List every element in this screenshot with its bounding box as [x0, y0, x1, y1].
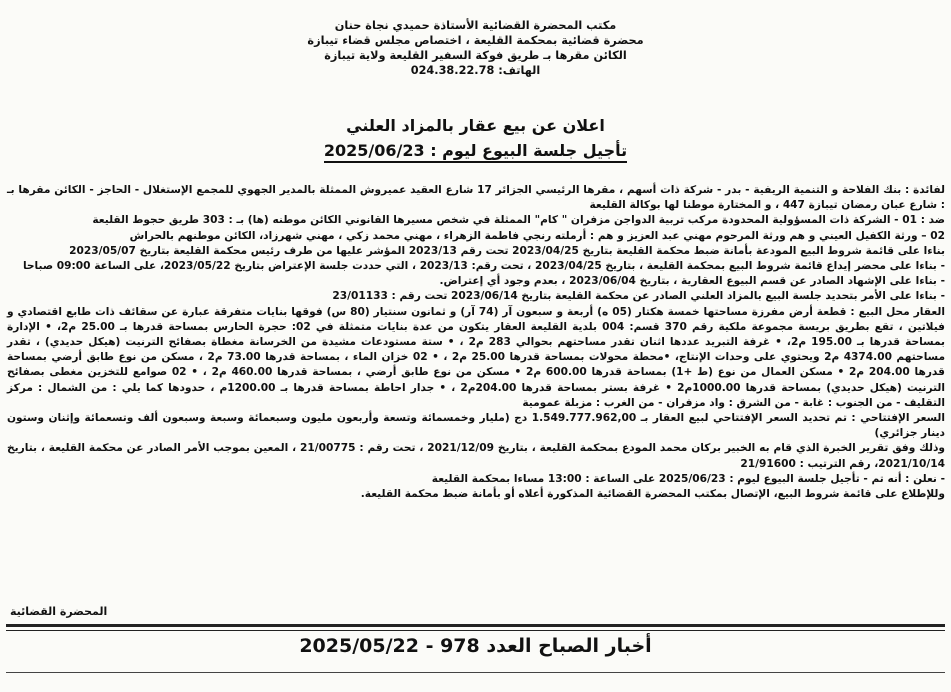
footer-bottom-line	[6, 672, 945, 673]
paragraph-against-company: ضد : 01 - الشركة ذات المسؤولية المحدودة مركب تربية الدواجن مزفران " كام" الممثلة في شخص مسيرها القانوني الكائن موطنه (ها) بـ : 303 طريق حجوط القليعة	[92, 214, 945, 227]
notice-body	[7, 183, 945, 502]
paragraph-deposit-report: - بناءا على محضر إيداع قائمة شروط البيع بمحكمة القليعة ، بتاريخ 2023/04/25 ، تحت رقم: 2023/13 ، التي حددت جلسة الإعتراض بتاريخ 2023/05/22، على الساعة 09:00 صباحا	[22, 260, 945, 273]
office-line-3: الكائن مقرها بـ طريق فوكة السفير القليعة ولاية تيبازة	[324, 49, 627, 62]
newspaper-footer: أخبار الصباح العدد 978 - 2025/05/22	[299, 635, 652, 657]
office-line-2: محضرة قضائية بمحكمة القليعة ، اختصاص مجلس قضاء تيبازة	[307, 34, 644, 47]
paragraph-conditions-list: بناءا على قائمة شروط البيع المودعة بأمانة ضبط محكمة القليعة بتاريخ 2023/04/25 تحت رقم 2023/13 المؤشر عليها من طرف رئيس محكمة القليعة بتاريخ 2023/05/07	[69, 244, 945, 257]
footer-divider-thin	[6, 630, 945, 631]
office-header	[0, 18, 951, 78]
paragraph-expert-report: وذلك وفق تقرير الخبرة الذي قام به الخبير بركان محمد المودع بمحكمة القليعة ، بتاريخ 2021/12/09 ، تحت رقم : 21/00775 ، المعين بموجب الأمر الصادر عن محكمة القليعة ، بتاريخ 2021/10/14، رقم الترتيب : 21/91600	[7, 442, 946, 470]
paragraph-announcement: - نعلن : أنه تم - تأجيل جلسة البيوع ليوم : 2025/06/23 على الساعة : 13:00 مساءا بمحكمة القليعة	[431, 472, 945, 485]
paragraph-property: العقار محل البيع : قطعة أرض مفرزة مساحتها خمسة هكتار (05 ه) أربعة و سبعون آر (74 آر) و ثمانون سنتيار (80 س) فوقها بنايات متفرقة عبارة عن سقائف ذات طابع اقتصادي و فيلاتين ، تقع بطريق بريسة مجموعة ملكية رقم 370 قسم: 004 بلدية القليعة العقار يتكون من عدة بنايات متمثلة في 02: حجرة الحارس بمساحة قدرها بـ 25.00 م2، • الإدارة بمساحة قدرها بـ 195.00 م2، • غرفة التبريد عددها اثنان تقدر مساحتهم بحوالي 283 م2 ، • ستة مستودعات مشيدة من الخرسانة مغطاة بصفائح الترنيت (هيكل حديدي) ، تقدر مساحتهم 4374.00 م2 ويحتوي على وحدات الإنتاج، •محطة محولات بمساحة قدرها 25.00 م2 ، • 02 خزان الماء ، بمساحة قدرها 73.00 م2 ، مسكن من نوع طابق أرضي بمساحة قدرها 204.00 م2 • مسكن العمال من نوع (ط +1) بمساحة قدرها 600.00 م2 • مسكن من نوع طابق أرضي ، بمساحة قدرها 460.00 م2 ، • 02 صوامع للتخزين مغطى بصفائح الترنيت (هيكل حديدي) بمساحة قدرها 1000.00م2 • غرفة بستر بمساحة قدرها 204.00م2 ، • جدار احاطة بمساحة قدرها بـ 1200.00م ، حدودها كما يلي : من الشمال : مركز التقليف - من الجنوب : غابة - من الشرق : واد مزفران - من الغرب : مزبلة عمومية	[7, 305, 946, 409]
footer-divider	[6, 624, 945, 627]
signature: المحضرة القضائية	[10, 605, 108, 618]
office-phone: الهاتف: 024.38.22.78	[410, 64, 541, 77]
postponement-title	[0, 141, 951, 161]
office-line-1: مكتب المحضرة القضائية الأستاذة حميدي نجاة حنان	[334, 19, 617, 32]
paragraph-contact: وللإطلاع على قائمة شروط البيع، الإتصال بمكتب المحضرة القضائية المذكورة أعلاه أو بأمانة ضبط محكمة القليعة.	[360, 488, 945, 501]
paragraph-heirs: 02 – ورثة الكفيل العيني و هم ورثة المرحوم مهني عبد العزيز و هم : أرملته رنجي فاطمة الزهراء ، مهني محمد زكي ، مهني شهرزاد، الكائن موطنهم بالحراش	[129, 229, 945, 242]
postponement-title-text: تأجيل جلسة البيوع ليوم : 2025/06/23	[324, 141, 627, 163]
notice-title: اعلان عن بيع عقار بالمزاد العلني	[346, 116, 605, 135]
paragraph-opening-price: السعر الإفتتاحي : تم تحديد السعر الإفتتاحي لبيع العقار بـ 1.549.777.962,00 دج (مليار وخمسمائة وتسعة وأربعون مليون وسبعمائة وسبعة وسبعون ألف وتسعمائة وإثنان وستون دينار جزائري)	[7, 412, 945, 440]
paragraph-sale-order: - بناءا على الأمر بتحديد جلسة البيع بالمزاد العلني الصادر عن محكمة القليعة بتاريخ 2023/06/14 تحت رقم : 23/01133	[332, 290, 945, 303]
paragraph-no-objection: - بناءا على الإشهاد الصادر عن قسم البيوع العقارية ، بتاريخ 2023/06/04 ، بعدم وجود أي إعتراض.	[439, 275, 945, 288]
paragraph-beneficiary: لفائدة : بنك الفلاحة و التنمية الريفية - بدر - شركة ذات أسهم ، مقرها الرئيسي الجزائر 17 شارع العقيد عميروش الممثلة بالمدير الجهوي للمجمع الإستغلال - الحاجز - الكائن مقرها بـ : شارع عبان رمضان تيبازة 447 ، و المختارة موطنا لها بوكالة القليعة	[7, 184, 945, 212]
